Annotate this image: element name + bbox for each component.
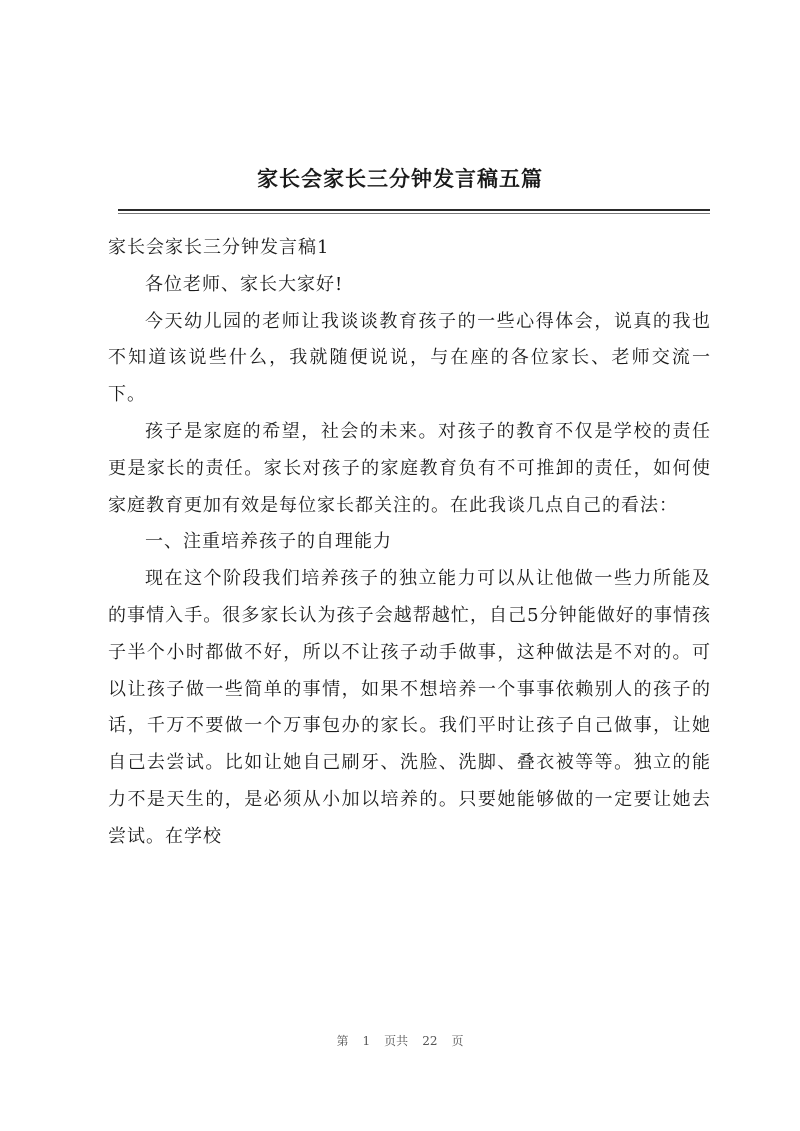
paragraph-intro: 今天幼儿园的老师让我谈谈教育孩子的一些心得体会，说真的我也不知道该说些什么，我就随便说说，与在座的各位家长、老师交流一下。	[108, 310, 711, 406]
title-underline	[118, 209, 710, 211]
document-body	[108, 230, 711, 856]
paragraph-family-education: 孩子是家庭的希望，社会的未来。对孩子的教育不仅是学校的责任更是家长的责任。家长对孩子的家庭教育负有不可推卸的责任，如何使家庭教育更加有效是每位家长都关注的。在此我谈几点自己的看法：	[108, 420, 711, 516]
title-underline-thin	[118, 213, 710, 214]
paragraph-greeting: 各位老师、家长大家好!	[145, 273, 344, 295]
subheading-self-care: 一、注重培养孩子的自理能力	[145, 531, 392, 553]
page-label-mid: 页共	[384, 1034, 409, 1048]
section-heading: 家长会家长三分钟发言稿1	[108, 237, 330, 258]
document-title: 家长会家长三分钟发言稿五篇	[257, 166, 543, 191]
total-pages: 22	[422, 1034, 438, 1048]
paragraph-independence: 现在这个阶段我们培养孩子的独立能力可以从让他做一些力所能及的事情入手。很多家长认为孩子会越帮越忙，自己5分钟能做好的事情孩子半个小时都做不好，所以不让孩子动手做事，这种做法是不对的。可以让孩子做一些简单的事情，如果不想培养一个事事依赖别人的孩子的话，千万不要做一个万事包办的家长。我们平时让孩子自己做事，让她自己去尝试。比如让她自己刷牙、洗脸、洗脚、叠衣被等等。独立的能力不是天生的，是必须从小加以培养的。只要她能够做的一定要让她去尝试。在学校	[108, 568, 711, 847]
page-label-suffix: 页	[451, 1034, 464, 1048]
page-footer	[0, 1032, 800, 1049]
page-number: 1	[362, 1034, 371, 1048]
page-label-prefix: 第	[336, 1034, 349, 1048]
